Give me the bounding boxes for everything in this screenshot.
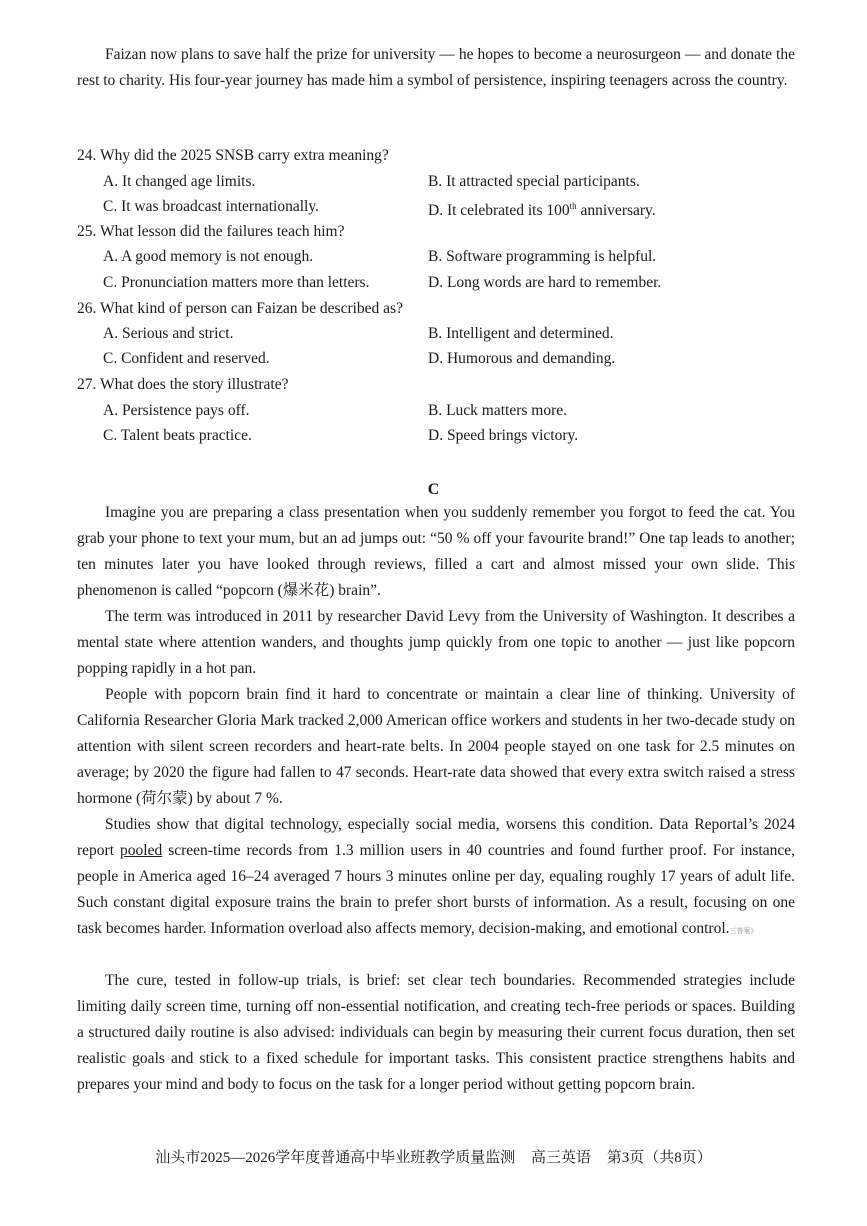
question-24-option-a: A. It changed age limits. bbox=[103, 173, 256, 190]
section-c-paragraph-2: The term was introduced in 2011 by researcher David Levy from the University of Washington. It describes a mental state where attention wanders, and thoughts jump quickly from one topic to another — just like popcorn popping rapidly in a hot pan. bbox=[77, 608, 795, 677]
question-26-option-c: C. Confident and reserved. bbox=[103, 350, 270, 367]
question-24-stem: 24. Why did the 2025 SNSB carry extra meaning? bbox=[77, 147, 389, 164]
question-27-option-c: C. Talent beats practice. bbox=[103, 427, 252, 444]
question-25-option-a: A. A good memory is not enough. bbox=[103, 248, 314, 265]
question-26-option-b: B. Intelligent and determined. bbox=[428, 325, 614, 342]
page-footer bbox=[0, 1147, 867, 1169]
section-c-title: C bbox=[427, 481, 440, 498]
question-26-stem: 26. What kind of person can Faizan be described as? bbox=[77, 300, 403, 317]
question-25-option-d: D. Long words are hard to remember. bbox=[428, 274, 662, 291]
section-c-paragraph-1: Imagine you are preparing a class presentation when you suddenly remember you forgot to feed the cat. You grab your phone to text your mum, but an ad jumps out: “50 % off your favourite brand!” One tap leads to another; ten minutes later you have looked through reviews, filled a cart and almost missed your own slide. This phenomenon is called “popcorn (爆米花) brain”. bbox=[77, 504, 795, 599]
question-27-option-b: B. Luck matters more. bbox=[428, 402, 568, 419]
footer-subject: 高三英语 bbox=[530, 1150, 591, 1166]
section-c-paragraph-5: The cure, tested in follow-up trials, is brief: set clear tech boundaries. Recommended strategies include limiting daily screen time, turning off non-essential notification, and creating tech-free periods or spaces. Building a structured daily routine is also advised: individuals can begin by measuring their current focus duration, then set realistic goals and stick to a fixed schedule for important tasks. This consistent practice strengthens habits and prepares your mind and body to focus on the task for a longer period without getting popcorn brain. bbox=[77, 972, 795, 1093]
question-25-stem: 25. What lesson did the failures teach him? bbox=[77, 223, 345, 240]
question-24-option-d bbox=[428, 194, 656, 223]
question-26-option-a: A. Serious and strict. bbox=[103, 325, 234, 342]
question-24-option-d-sup: th bbox=[569, 201, 577, 211]
watermark-text: 三答案》 bbox=[729, 927, 758, 935]
question-25-option-b: B. Software programming is helpful. bbox=[428, 248, 657, 265]
intro-paragraph: Faizan now plans to save half the prize for university — he hopes to become a neurosurgeon — and donate the rest to charity. His four-year journey has made him a symbol of persistence, inspiring teenagers across the country. bbox=[77, 46, 795, 89]
question-26-option-d: D. Humorous and demanding. bbox=[428, 350, 616, 367]
question-24-option-c: C. It was broadcast internationally. bbox=[103, 198, 319, 215]
question-24-option-d-tail: anniversary. bbox=[576, 202, 656, 220]
question-27-option-d: D. Speed brings victory. bbox=[428, 427, 579, 444]
question-24-option-d-text: D. It celebrated its 100 bbox=[428, 202, 570, 220]
footer-page-number: 第3页（共8页） bbox=[606, 1150, 712, 1166]
question-24-option-b: B. It attracted special participants. bbox=[428, 173, 640, 190]
question-27-stem: 27. What does the story illustrate? bbox=[77, 376, 289, 393]
section-c-paragraph-3: People with popcorn brain find it hard to concentrate or maintain a clear line of thinking. University of California Researcher Gloria Mark tracked 2,000 American office workers and students in her two-decade study on attention with silent screen recorders and heart-rate belts. In 2004 people stayed on one task for 2.5 minutes on average; by 2020 the figure had fallen to 47 seconds. Heart-rate data showed that every extra switch raised a stress hormone (荷尔蒙) by about 7 %. bbox=[77, 686, 795, 807]
footer-exam-name: 汕头市2025—2026学年度普通高中毕业班教学质量监测 bbox=[155, 1150, 516, 1166]
paragraph-4-before: Studies show that digital technology, especially social media, worsens this condition. Data Reportal’s 2024 report bbox=[77, 816, 795, 859]
section-c-paragraph-4 bbox=[77, 812, 795, 944]
question-25-option-c: C. Pronunciation matters more than letters. bbox=[103, 274, 370, 291]
underlined-word-pooled: pooled bbox=[120, 842, 163, 859]
question-27-option-a: A. Persistence pays off. bbox=[103, 402, 250, 419]
paragraph-4-after: screen-time records from 1.3 million users in 40 countries and found further proof. For instance, people in America aged 16–24 averaged 7 hours 3 minutes online per day, equaling roughly 17 years of adult life. Such constant digital exposure trains the brain to prefer short bursts of information. As a result, focusing on one task becomes harder. Information overload also affects memory, decision-making, and emotional control. bbox=[77, 842, 795, 937]
